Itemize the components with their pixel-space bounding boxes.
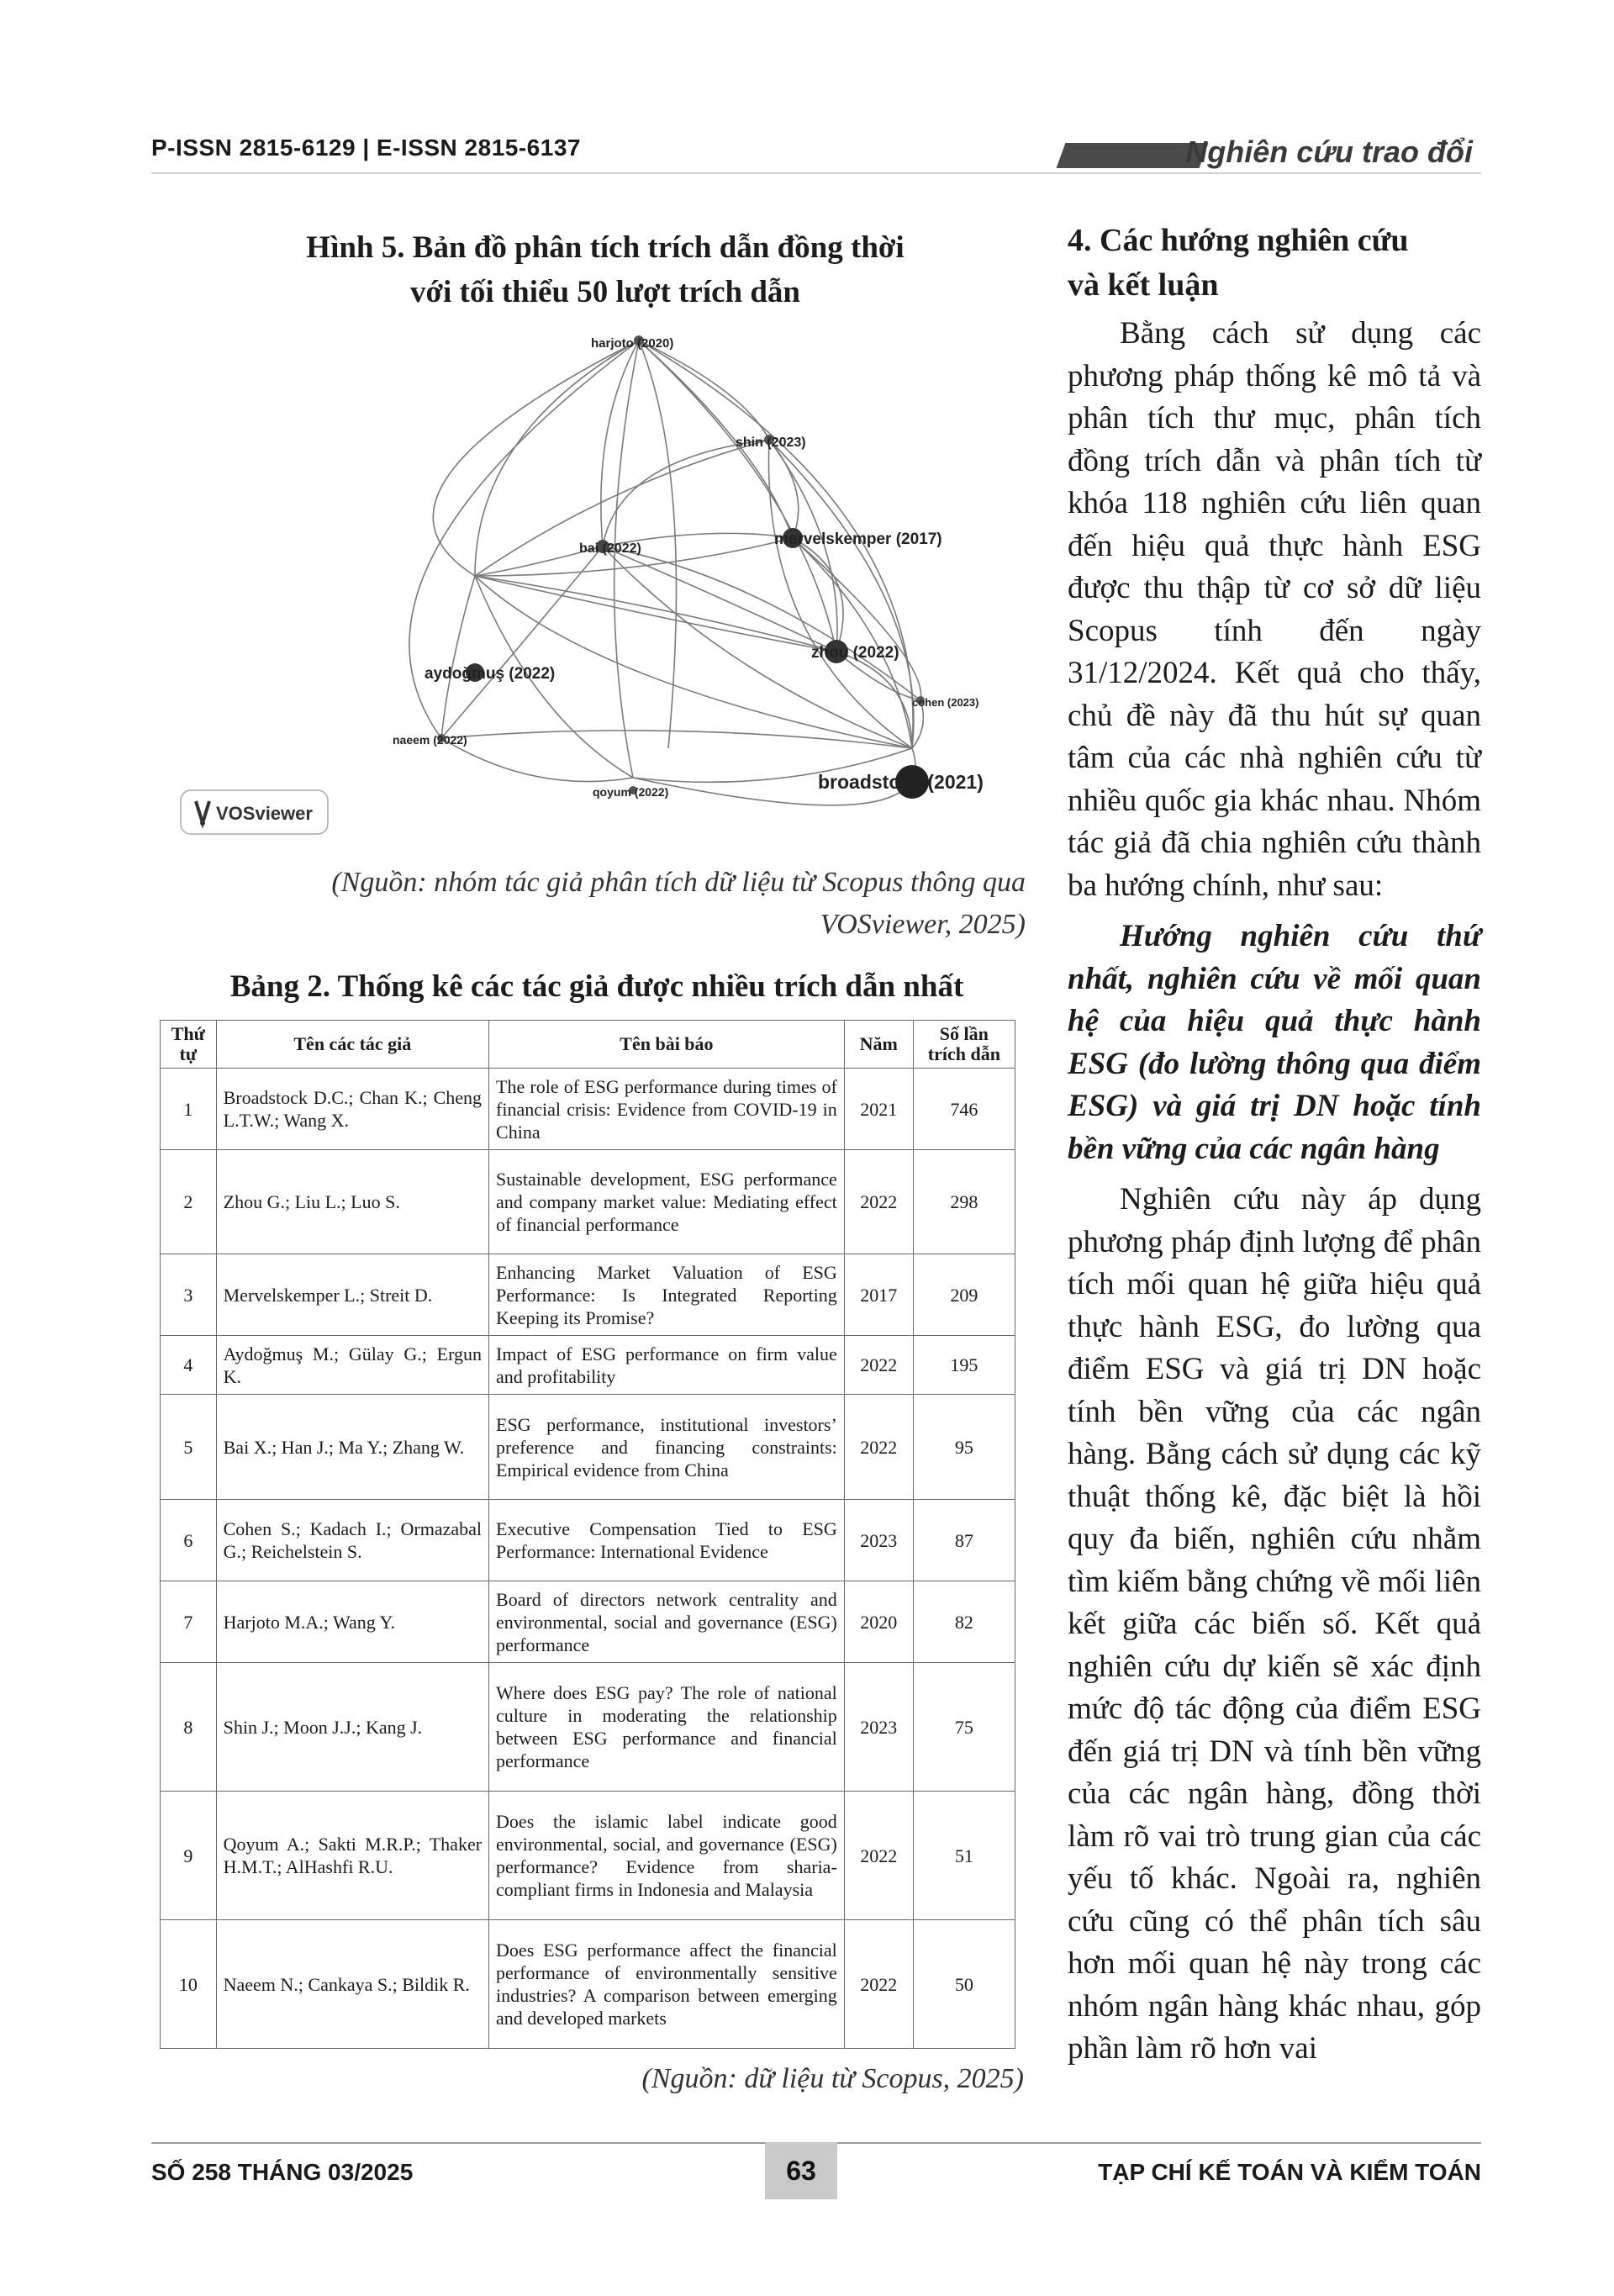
cell-title: Where does ESG pay? The role of national culture in moderating the relationship between ESG performance and financial performance xyxy=(489,1663,845,1792)
table-row xyxy=(161,1395,1015,1500)
node-label: aydoğmuş (2022) xyxy=(425,665,556,683)
cell-authors: Shin J.; Moon J.J.; Kang J. xyxy=(216,1663,488,1792)
node-label: shin (2023) xyxy=(736,435,806,450)
cell-no: 8 xyxy=(161,1663,217,1792)
section-title-line-1: 4. Các hướng nghiên cứu xyxy=(1068,223,1409,258)
cell-count: 298 xyxy=(913,1150,1015,1254)
cell-authors: Bai X.; Han J.; Ma Y.; Zhang W. xyxy=(216,1395,488,1500)
cell-authors: Aydoğmuş M.; Gülay G.; Ergun K. xyxy=(216,1336,488,1395)
cell-year: 2023 xyxy=(844,1500,913,1581)
cell-title: The role of ESG performance during times of financial crisis: Evidence from COVID-19 in China xyxy=(489,1069,845,1150)
cell-count: 82 xyxy=(913,1581,1015,1663)
cell-year: 2023 xyxy=(844,1663,913,1792)
vosviewer-logo xyxy=(181,790,328,834)
cell-year: 2021 xyxy=(844,1069,913,1150)
figure-source-line-2: VOSviewer, 2025) xyxy=(820,909,1026,940)
node-label: broadstock (2021) xyxy=(818,771,984,793)
cell-authors: Mervelskemper L.; Streit D. xyxy=(216,1254,488,1336)
table-row xyxy=(161,1663,1015,1792)
cell-year: 2020 xyxy=(844,1581,913,1663)
table-source: (Nguồn: dữ liệu từ Scopus, 2025) xyxy=(641,2063,1024,2094)
figure-caption-line-2: với tối thiểu 50 lượt trích dẫn xyxy=(409,275,801,309)
figure-caption-line-1: Hình 5. Bản đồ phân tích trích dẫn đồng thời xyxy=(306,230,905,265)
node-label: qoyum (2022) xyxy=(593,785,669,799)
table-row xyxy=(161,1336,1015,1395)
header-divider xyxy=(151,172,1481,174)
cell-count: 95 xyxy=(913,1395,1015,1500)
cell-no: 5 xyxy=(161,1395,217,1500)
page-number: 63 xyxy=(765,2142,837,2199)
citation-table xyxy=(160,1020,1015,2049)
cell-year: 2022 xyxy=(844,1920,913,2049)
vosviewer-logo-text: VOSviewer xyxy=(216,803,313,824)
figure-source xyxy=(168,862,1026,946)
table-row xyxy=(161,1500,1015,1581)
header-authors: Tên các tác giả xyxy=(216,1021,488,1069)
cell-title: ESG performance, institutional investors’ preference and financing constraints: Empirical evidence from China xyxy=(489,1395,845,1500)
co-citation-network-figure xyxy=(172,324,1038,845)
cell-authors: Broadstock D.C.; Chan K.; Cheng L.T.W.; Wang X. xyxy=(216,1069,488,1150)
cell-title: Board of directors network centrality and environmental, social and governance (ESG) performance xyxy=(489,1581,845,1663)
cell-count: 195 xyxy=(913,1336,1015,1395)
cell-authors: Naeem N.; Cankaya S.; Bildik R. xyxy=(216,1920,488,2049)
table-row xyxy=(161,1920,1015,2049)
cell-no: 1 xyxy=(161,1069,217,1150)
right-column xyxy=(1068,219,1481,2071)
header-no xyxy=(161,1021,217,1069)
issue-label: SỐ 258 THÁNG 03/2025 xyxy=(151,2159,414,2185)
cell-no: 10 xyxy=(161,1920,217,2049)
network-graph xyxy=(172,324,1038,845)
node-label: naeem (2022) xyxy=(393,733,467,747)
cell-title: Sustainable development, ESG performance and company market value: Mediating effect of financial performance xyxy=(489,1150,845,1254)
cell-year: 2017 xyxy=(844,1254,913,1336)
paragraph-2: Nghiên cứu này áp dụng phương pháp định lượng để phân tích mối quan hệ giữa hiệu quả thực hành ESG, đo lường qua điểm ESG và giá trị DN hoặc tính bền vững của các ngân hàng. Bằng cách sử dụng các kỹ thuật thống kê, đặc biệt là hồi quy đa biến, nghiên cứu nhằm tìm kiếm bằng chứng về mối liên kết giữa các biến số. Kết quả nghiên cứu dự kiến sẽ xác định mức độ tác động của điểm ESG đến giá trị DN và tính bền vững của các ngân hàng, đồng thời làm rõ vai trò trung gian của các yếu tố khác. Ngoài ra, nghiên cứu cũng có thể phân tích sâu hơn mối quan hệ này trong các nhóm ngân hàng khác nhau, góp phần làm rõ hơn vai xyxy=(1068,1182,1481,2066)
subheading: Hướng nghiên cứu thứ nhất, nghiên cứu về mối quan hệ của hiệu quả thực hành ESG (đo lường thông qua điểm ESG) và giá trị DN hoặc tính bền vững của các ngân hàng xyxy=(1068,919,1481,1166)
header-count-line-1: Số lần xyxy=(939,1023,989,1044)
table-row xyxy=(161,1150,1015,1254)
figure-source-line-1: (Nguồn: nhóm tác giả phân tích dữ liệu từ Scopus thông qua xyxy=(331,867,1026,898)
node-label: zhou (2022) xyxy=(811,644,899,662)
cell-title: Does ESG performance affect the financial performance of environmentally sensitive industries? A comparison between emerging and developed markets xyxy=(489,1920,845,2049)
node-label: cohen (2023) xyxy=(912,696,979,709)
network-labels xyxy=(393,336,984,799)
cell-count: 75 xyxy=(913,1663,1015,1792)
table-row xyxy=(161,1254,1015,1336)
cell-year: 2022 xyxy=(844,1395,913,1500)
paragraph-1: Bằng cách sử dụng các phương pháp thống kê mô tả và phân tích thư mục, phân tích đồng trích dẫn và phân tích từ khóa 118 nghiên cứu liên quan đến hiệu quả thực hành ESG được thu thập từ cơ sở dữ liệu Scopus tính đến ngày 31/12/2024. Kết quả cho thấy, chủ đề này đã thu hút sự quan tâm của các nhà nghiên cứu từ nhiều quốc gia khác nhau. Nhóm tác giả đã chia nghiên cứu thành ba hướng chính, như sau: xyxy=(1068,316,1481,903)
section-title xyxy=(1068,219,1481,308)
cell-count: 87 xyxy=(913,1500,1015,1581)
header-no-line-2: tự xyxy=(179,1043,198,1064)
network-links xyxy=(409,340,923,805)
table-row xyxy=(161,1069,1015,1150)
cell-year: 2022 xyxy=(844,1150,913,1254)
cell-no: 9 xyxy=(161,1792,217,1920)
cell-count: 51 xyxy=(913,1792,1015,1920)
cell-no: 6 xyxy=(161,1500,217,1581)
figure-caption xyxy=(185,225,1026,314)
section-header: Nghiên cứu trao đổi xyxy=(1185,135,1473,169)
cell-authors: Qoyum A.; Sakti M.R.P.; Thaker H.M.T.; AlHashfi R.U. xyxy=(216,1792,488,1920)
cell-no: 3 xyxy=(161,1254,217,1336)
cell-year: 2022 xyxy=(844,1792,913,1920)
cell-authors: Zhou G.; Liu L.; Luo S. xyxy=(216,1150,488,1254)
table-caption: Bảng 2. Thống kê các tác giả được nhiều trích dẫn nhất xyxy=(229,969,964,1004)
cell-count: 746 xyxy=(913,1069,1015,1150)
node-label: bai (2022) xyxy=(579,541,641,556)
cell-count: 50 xyxy=(913,1920,1015,2049)
cell-title: Impact of ESG performance on firm value and profitability xyxy=(489,1336,845,1395)
cell-title: Does the islamic label indicate good environmental, social, and governance (ESG) performance? Evidence from sharia-compliant firms in Indonesia and Malaysia xyxy=(489,1792,845,1920)
issn-header: P-ISSN 2815-6129 | E-ISSN 2815-6137 xyxy=(151,135,581,161)
header-no-line-1: Thứ xyxy=(171,1023,205,1044)
header-year: Năm xyxy=(844,1021,913,1069)
cell-no: 2 xyxy=(161,1150,217,1254)
cell-authors: Cohen S.; Kadach I.; Ormazabal G.; Reichelstein S. xyxy=(216,1500,488,1581)
node-label: harjoto (2020) xyxy=(591,336,674,351)
header-count-line-2: trích dẫn xyxy=(927,1043,1000,1064)
cell-authors: Harjoto M.A.; Wang Y. xyxy=(216,1581,488,1663)
section-title-line-2: và kết luận xyxy=(1068,267,1219,303)
cell-year: 2022 xyxy=(844,1336,913,1395)
cell-title: Executive Compensation Tied to ESG Performance: International Evidence xyxy=(489,1500,845,1581)
header-title: Tên bài báo xyxy=(489,1021,845,1069)
node-label: mervelskemper (2017) xyxy=(774,530,942,548)
cell-no: 7 xyxy=(161,1581,217,1663)
header-count xyxy=(913,1021,1015,1069)
cell-count: 209 xyxy=(913,1254,1015,1336)
journal-name: TẠP CHÍ KẾ TOÁN VÀ KIỂM TOÁN xyxy=(1098,2159,1481,2185)
table-row xyxy=(161,1792,1015,1920)
table-row xyxy=(161,1581,1015,1663)
cell-title: Enhancing Market Valuation of ESG Performance: Is Integrated Reporting Keeping its Promise? xyxy=(489,1254,845,1336)
table-header-row xyxy=(161,1021,1015,1069)
cell-no: 4 xyxy=(161,1336,217,1395)
